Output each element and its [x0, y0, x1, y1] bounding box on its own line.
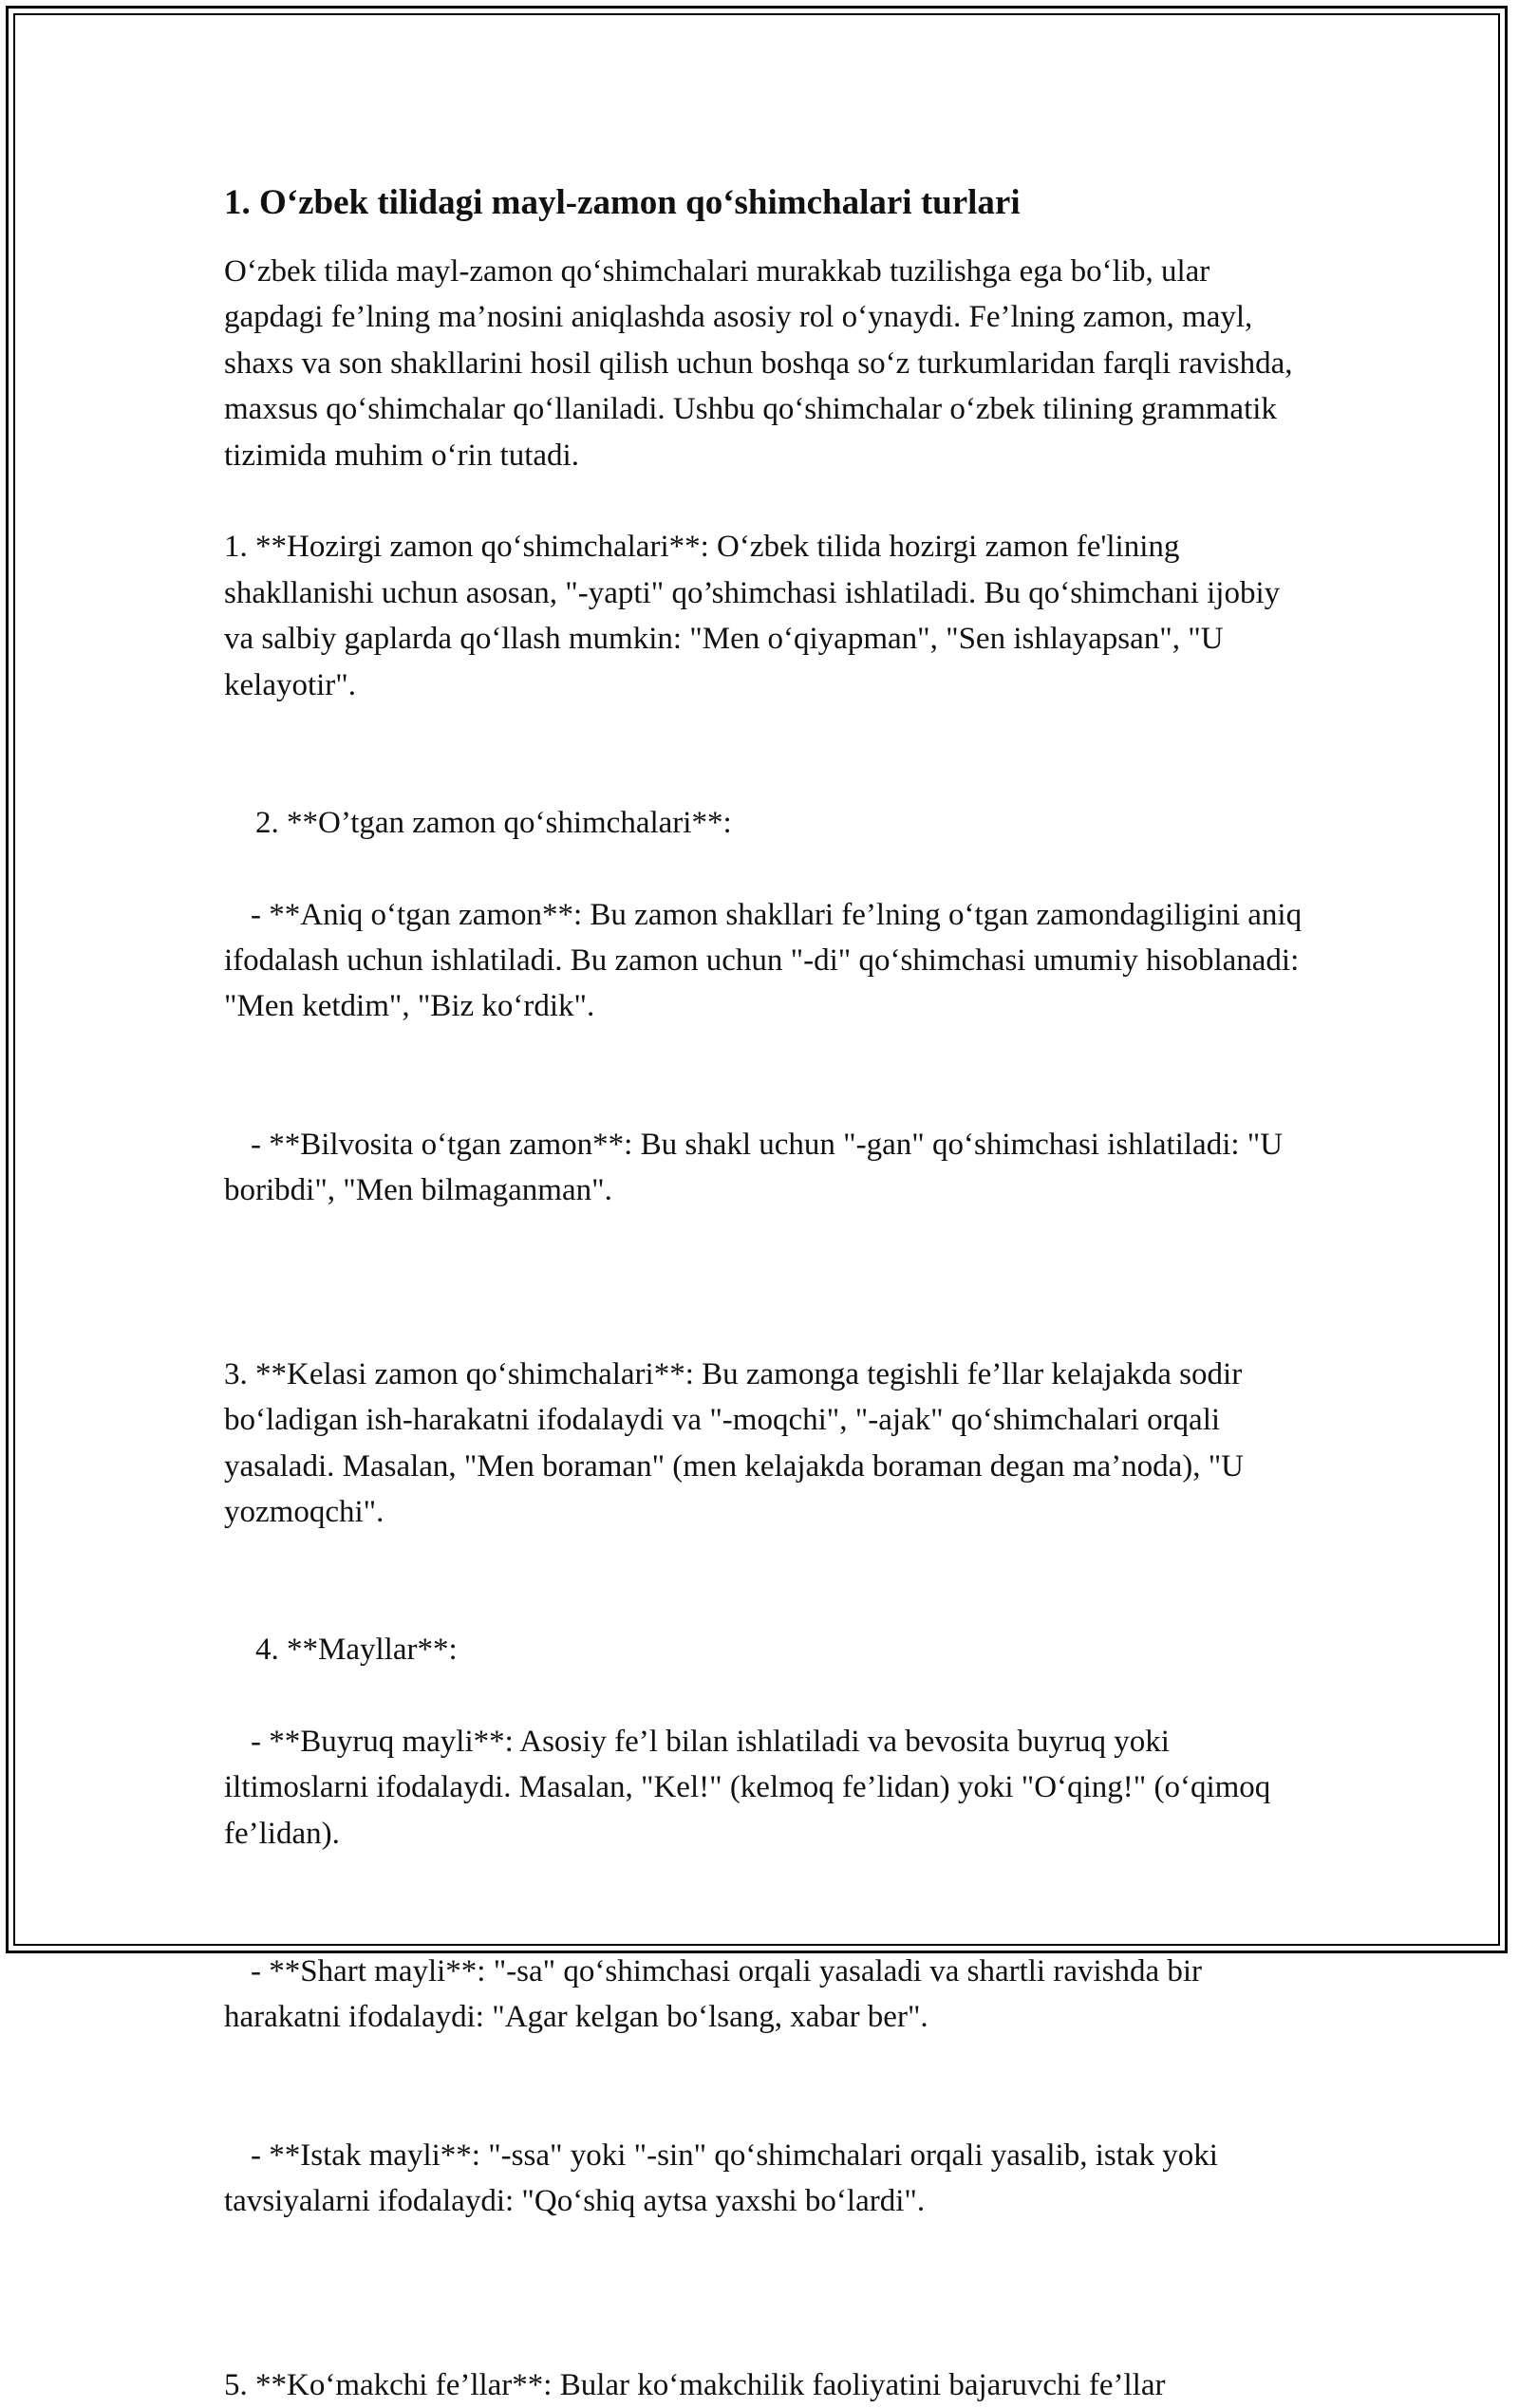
item-moods-conditional: - **Shart mayli**: "-sa" qo‘shimchasi orqali yasaladi va shartli ravishda bir harakatni ifodalaydi: "Agar kelgan bo‘lsang, xabar ber".: [224, 1953, 1210, 2035]
item-past-tense: [224, 754, 1310, 1305]
item-auxiliary-verbs: 5. **Ko‘makchi fe’llar**: Bular ko‘makchilik faoliyatini bajaruvchi fe’llar: [224, 2367, 1166, 2402]
item-moods-lead: 4. **Mayllar**:: [255, 1633, 458, 1668]
item-moods-imperative: - **Buyruq mayli**: Asosiy fe’l bilan ishlatiladi va bevosita buyruq yoki iltimoslarni ifodalaydi. Masalan, "Kel!" (kelmoq fe’lidan) yoki "O‘qing!" (o‘qimoq fe’lidan).: [224, 1724, 1279, 1851]
intro-paragraph: O‘zbek tilida mayl-zamon qo‘shimchalari murakkab tuzilishga ega bo‘lib, ular gapdagi fe’lning ma’nosini aniqlashda asosiy rol o‘ynaydi. Fe’lning zamon, mayl, shaxs va son shakllarini hosil qilish uchun boshqa so‘z turkumlaridan farqli ravishda, maxsus qo‘shimchalar qo‘llaniladi. Ushbu qo‘shimchalar o‘zbek tilining grammatik tizimida muhim o‘rin tutadi.: [224, 254, 1301, 473]
item-moods-optative: - **Istak mayli**: "-ssa" yoki "-sin" qo‘shimchalari orqali yasalib, istak yoki tavsiyalarni ifodalaydi: "Qo‘shiq aytsa yaxshi bo‘lardi".: [224, 2137, 1227, 2218]
document-body: [224, 178, 1310, 2408]
item-future-tense: 3. **Kelasi zamon qo‘shimchalari**: Bu zamonga tegishli fe’llar kelajakda sodir bo‘ladigan ish-harakatni ifodalaydi va "-moqchi", "-ajak" qo‘shimchalari orqali yasaladi. Masalan, "Men boraman" (men kelajakda boraman degan ma’noda), "U yozmoqchi".: [224, 1356, 1252, 1529]
section-heading: 1. O‘zbek tilidagi mayl-zamon qo‘shimchalari turlari: [224, 183, 1021, 222]
item-moods: [224, 1581, 1306, 2317]
item-past-tense-definite: - **Aniq o‘tgan zamon**: Bu zamon shakllari fe’lning o‘tgan zamondagiligini aniq ifodalash uchun ishlatiladi. Bu zamon uchun "-di" qo‘shimchasi umumiy hisoblanadi: "Men ketdim", "Biz ko‘rdik".: [224, 897, 1310, 1024]
item-past-tense-indirect: - **Bilvosita o‘tgan zamon**: Bu shakl uchun "-gan" qo‘shimchasi ishlatiladi: "U boribdi", "Men bilmaganman".: [224, 1127, 1291, 1208]
item-present-tense: 1. **Hozirgi zamon qo‘shimchalari**: O‘zbek tilida hozirgi zamon fe'lining shakllanishi uchun asosan, "-yapti" qo’shimchasi ishlatiladi. Bu qo‘shimchani ijobiy va salbiy gaplarda qo‘llash mumkin: "Men o‘qiyapman", "Sen ishlayapsan", "U kelayotir".: [224, 530, 1288, 702]
item-past-tense-lead: 2. **O’tgan zamon qo‘shimchalari**:: [255, 805, 732, 840]
